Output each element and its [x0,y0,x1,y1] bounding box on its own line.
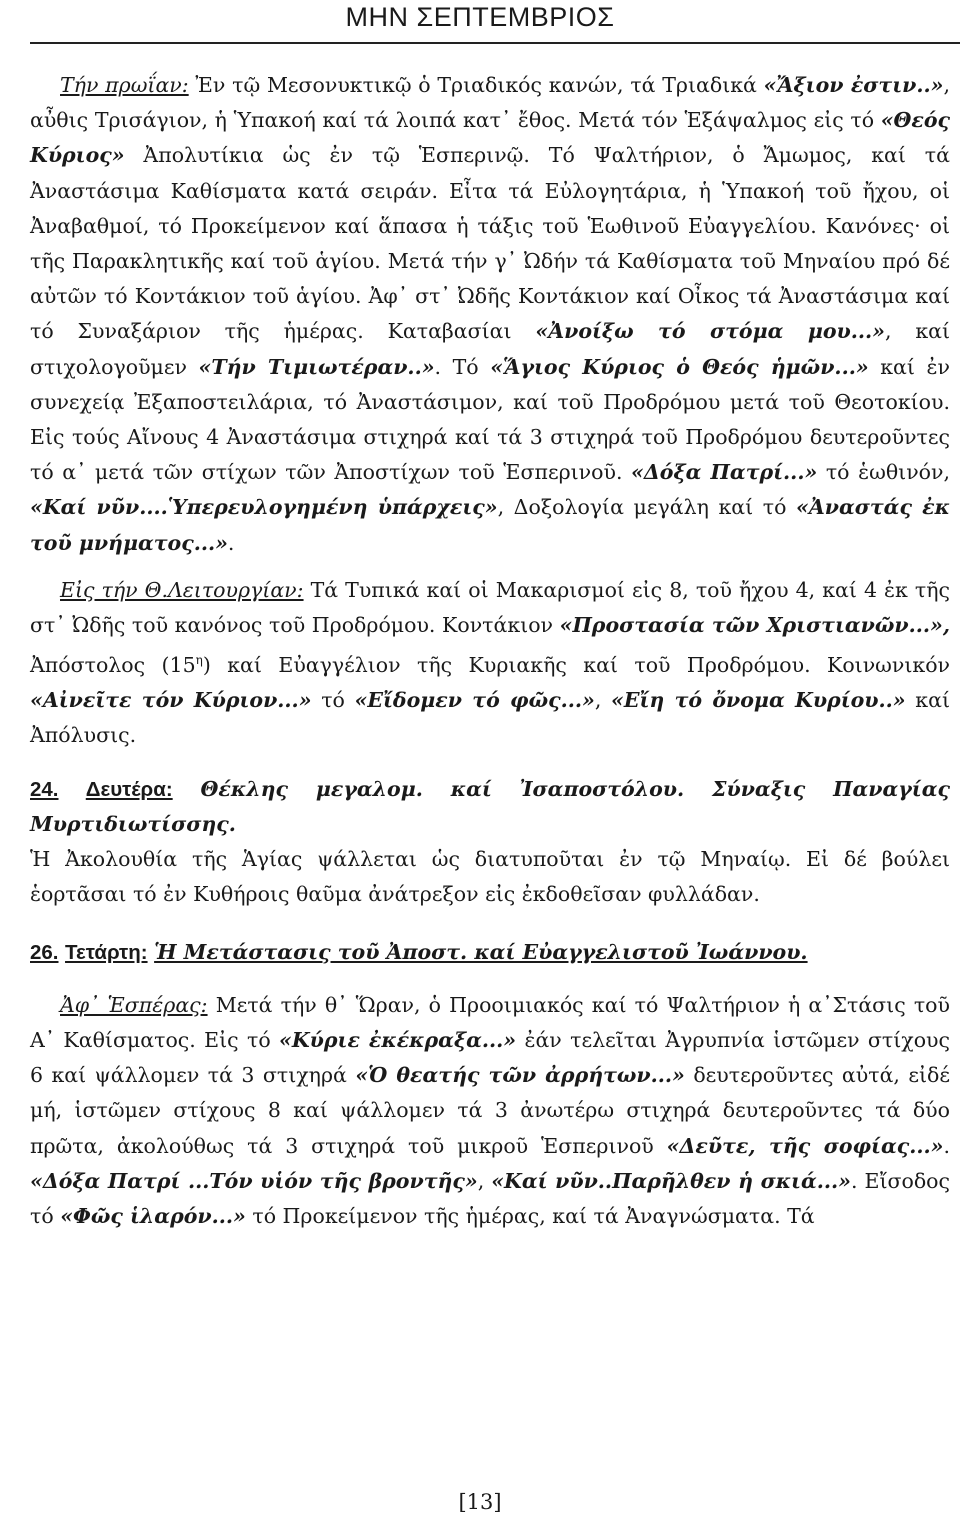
feast-title: Θέκλης μεγαλομ. καί Ἰσαποστόλου. Σύναξις Παναγίας Μυρτιδιωτίσσης. [30,776,950,836]
hymn-title: «Θεός Κύριος» [30,108,950,168]
paragraph-akolouthia: Ἡ Ἀκολουθία τῆς Ἁγίας ψάλλεται ὡς διατυποῦται ἐν τῷ Μηναίῳ. Εἰ δέ βούλει ἑορτᾶσαι τό ἐν Κυθήροις θαῦμα ἀνάτρεξον εἰς ἐκδοθεῖσαν φυλλάδαν. [30,847,950,907]
feast-title: Ἡ Μετάστασις τοῦ Ἀποστ. καί Εὐαγγελιστοῦ Ἰωάννου. [154,939,808,964]
text: , καί στιχολογοῦμεν [30,319,951,379]
text: καί Ἀπόλυσις. [30,688,950,748]
text: Τά Τυπικά καί οἱ Μακαρισμοί εἰς 8, τοῦ ἤχου 4, καί 4 ἐκ τῆς στ᾽ Ὠδῆς τοῦ κανόνος τοῦ Προδρόμου. Κοντάκιον [30,577,951,638]
text: . [227,530,235,555]
text: , αὖθις Τρισάγιον, ἡ Ὑπακοή καί τά λοιπά κατ᾽ ἔθος. Μετά τόν Ἑξάψαλμος εἰς τό [30,73,950,133]
day-number: 26. [30,940,59,964]
hymn-title: «Δόξα Πατρί ...Τόν υἱόν τῆς βροντῆς» [30,1168,478,1193]
hymn-title: «Τήν Τιμιωτέραν..» [198,354,435,379]
text: τό Προκείμενον τῆς ἡμέρας, καί τά Ἀναγνώσματα. Τά [245,1203,815,1228]
text: Ἀπολυτίκια ὡς ἐν τῷ Ἑσπερινῷ. Τό Ψαλτήριον, ὁ Ἄμωμος, καί τά Ἀναστάσιμα Καθίσματα κατά σειράν. Εἶτα τά Εὐλογητάρια, ἡ Ὑπακοή τοῦ ἤχου, οἱ Ἀναβαθμοί, τό Προκείμενον καί ἅπασα ἡ τάξις τοῦ Ἑωθινοῦ Εὐαγγελίου. Κανόνες· οἱ τῆς Παρακλητικῆς καί τοῦ ἁγίου. Μετά τήν γ᾽ Ὠδήν τά Καθίσματα τοῦ Μηναίου πρό δέ αὐτῶν τό Κοντάκιον τοῦ ἁγίου. Ἀφ᾽ στ᾽ Ὠδῆς Κοντάκιον καί Οἶκος τά Ἀναστάσιμα καί τό Συναξάριον τῆς ἡμέρας. Καταβασίαι [30,143,950,344]
text: , [594,688,612,713]
paragraph-vespers [30,988,950,1234]
hymn-title: «Δεῦτε, τῆς σοφίας...» [666,1133,944,1158]
header-rule [30,42,960,44]
text: . [943,1133,950,1158]
day-name: Τετάρτη: [65,940,148,964]
superscript: η [195,653,203,668]
hymn-title: «Καί νῦν....Ὑπερευλογημένη ὑπάρχεις» [30,495,498,520]
day-number: 24. [30,777,59,801]
text: τό [311,688,355,713]
text: Ἐν τῷ Μεσονυκτικῷ ὁ Τριαδικός κανών, τά Τριαδικά [188,73,764,97]
text: ἐάν τελεῖται Ἀγρυπνία ἱστῶμεν στίχους 6 καί ψάλλομεν τά 3 στιχηρά [30,1027,951,1088]
heading-day-24 [30,772,950,842]
hymn-title: «Καί νῦν..Παρῆλθεν ἡ σκιά...» [491,1168,851,1193]
text: , [477,1168,492,1193]
hymn-title: «Εἴη τό ὄνομα Κυρίου..» [611,688,906,713]
hymn-title: «Δόξα Πατρί...» [631,460,818,485]
day-name: Δευτέρα: [85,777,173,801]
label-vespers: Ἀφ᾽ Ἑσπέρας: [60,992,208,1017]
hymn-title: «Ἅγιος Κύριος ὁ Θεός ἡμῶν...» [490,354,869,379]
text: δευτεροῦντες αὐτά, εἰδέ μή, ἱστῶμεν στίχους 8 καί ψάλλομεν τά 3 ἀνωτέρω στιχηρά δευτεροῦντες τά δύο πρῶτα, ἀκολούθως τά 3 στιχηρά τοῦ μικροῦ Ἑσπερινοῦ [30,1063,951,1158]
hymn-title: «Προστασία τῶν Χριστιανῶν...», [559,613,950,638]
hymn-title: «Κύριε ἐκέκραξα...» [279,1027,517,1052]
text: καί ἐν συνεχείᾳ Ἐξαποστειλάρια, τό Ἀναστάσιμον, καί τοῦ Προδρόμου μετά τοῦ Θεοτοκίου. Εἰς τούς Αἴνους 4 Ἀναστάσιμα στιχηρά καί τά 3 στιχηρά τοῦ Προδρόμου δευτεροῦντες τό α᾽ μετά τῶν στίχων τῶν Ἀποστίχων τοῦ Ἑσπερινοῦ. [30,354,950,485]
label-morning: Τήν πρωΐαν: [60,73,189,97]
hymn-title: «Ἀναστάς ἐκ τοῦ μνήματος...» [30,495,950,555]
document-body [30,68,950,1234]
hymn-title: «Αἰνεῖτε τόν Κύριον...» [30,688,312,713]
text: . Τό [434,354,491,379]
text: Ἀπόστολος (15 [30,653,196,678]
label-liturgy: Εἰς τήν Θ.Λειτουργίαν: [60,577,304,602]
hymn-title: «Εἴδομεν τό φῶς...» [354,688,595,713]
text: , Δοξολογία μεγάλη καί τό [497,495,797,520]
hymn-title: «Ἄξιον ἐστιν..» [763,73,944,97]
paragraph-morning [30,68,950,561]
page-number: [13] [458,1490,502,1514]
text: Μετά τήν θ᾽ Ὥραν, ὁ Προοιμιακός καί τό Ψαλτήριον ἡ α᾽Στάσις τοῦ Α᾽ Καθίσματος. Εἰς τό [30,992,950,1052]
page-header: ΜΗΝ ΣΕΠΤΕΜΒΡΙΟΣ [345,2,615,32]
paragraph-liturgy [30,573,950,754]
hymn-title: «Ὁ θεατής τῶν ἀρρήτων...» [355,1063,685,1088]
hymn-title: «Ἀνοίξω τό στόμα μου...» [535,319,885,344]
text: ) καί Εὐαγγέλιον τῆς Κυριακῆς καί τοῦ Προδρόμου. Κοινωνικόν [202,653,950,678]
heading-day-26 [30,935,950,970]
text: τό ἑωθινόν, [817,460,950,485]
text: . Εἴσοδος τό [30,1168,950,1228]
hymn-title: «Φῶς ἱλαρόν...» [60,1203,246,1228]
